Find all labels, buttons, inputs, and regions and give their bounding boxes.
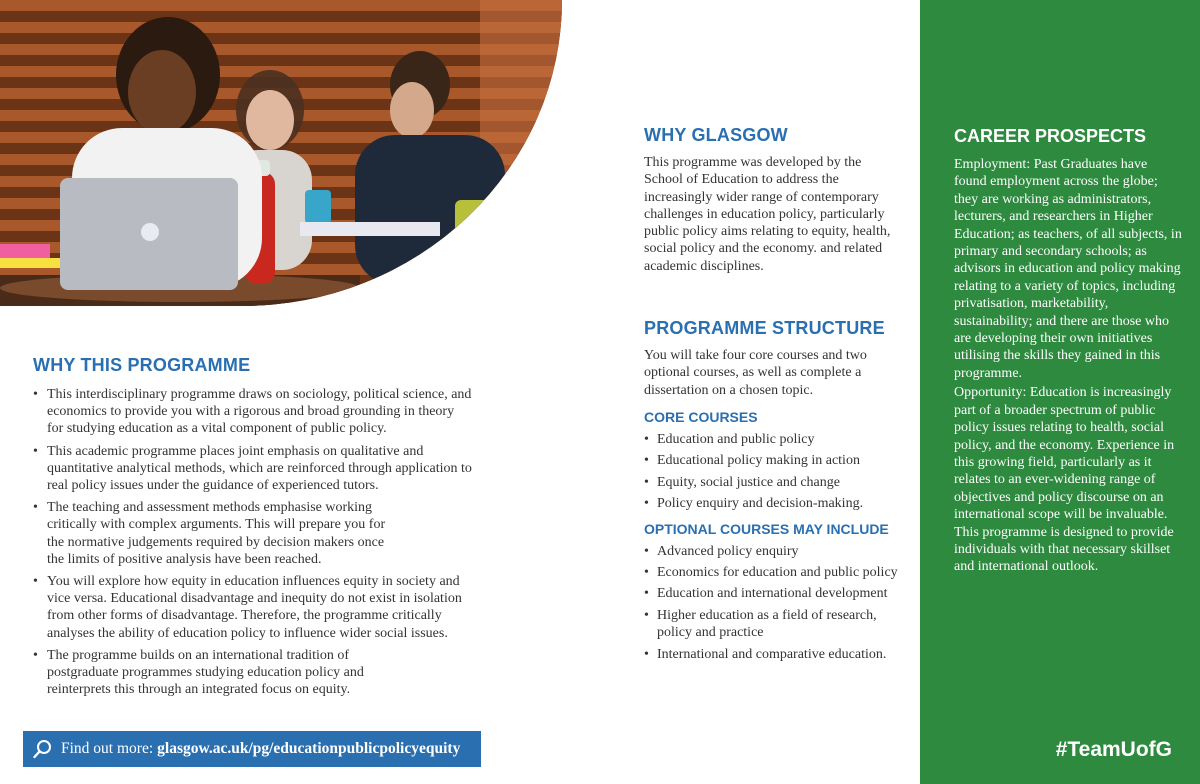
list-item: • Education and public policy (644, 431, 909, 448)
why-programme-heading: WHY THIS PROGRAMME (33, 355, 251, 375)
why-glasgow-heading: WHY GLASGOW (644, 125, 788, 145)
why-programme-list (33, 386, 473, 698)
opportunity-text: Opportunity: Education is increasingly part of a broader spectrum of public policy issues relating to health, social policy, and the economy. Experience in this growing field, particularly as it relates to an ever-widening range of objectives and policy discourse on an international scope will be invaluable. This programme is designed to provide individuals with that necessary skillset and international outlook. (954, 385, 1175, 575)
list-item: • The teaching and assessment methods emphasise working critically with complex arguments. This will prepare you for the normative judgements required by decision makers once the limits of positive analysis have been reached. (33, 499, 473, 568)
find-out-more-bar[interactable] (23, 731, 481, 767)
list-item: • Equity, social justice and change (644, 474, 909, 491)
team-uofg-hashtag: #TeamUofG (1055, 738, 1172, 761)
programme-structure-section (644, 318, 909, 667)
list-item: • International and comparative education. (644, 646, 909, 663)
list-item: • This interdisciplinary programme draws on sociology, political science, and economics to provide you with a rigorous and broad grounding in theory for studying education as a vital component of public policy. (33, 386, 473, 438)
programme-url-link[interactable]: glasgow.ac.uk/pg/educationpublicpolicyequity (157, 740, 461, 757)
optional-courses-heading: OPTIONAL COURSES MAY INCLUDE (644, 520, 889, 537)
core-courses-heading: CORE COURSES (644, 408, 758, 425)
programme-structure-heading: PROGRAMME STRUCTURE (644, 318, 885, 338)
career-prospects-heading: CAREER PROSPECTS (954, 126, 1147, 146)
list-item: • Economics for education and public policy (644, 564, 909, 581)
why-glasgow-section (644, 125, 909, 275)
list-item: • The programme builds on an international tradition of postgraduate programmes studying education policy and reinterprets this through an integrated focus on equity. (33, 647, 473, 699)
list-item: • This academic programme places joint emphasis on qualitative and quantitative analytical methods, which are reinforced through application to real policy issues under the guidance of experienced tutors. (33, 443, 473, 495)
core-courses-list (644, 431, 909, 513)
search-icon (33, 739, 53, 759)
students-photo (0, 0, 562, 306)
employment-text: Employment: Past Graduates have found employment across the globe; they are working as administrators, lecturers, and researchers in Higher Education; as teachers, of all subjects, in primary and secondary schools; as advisors in education and policy making relating to a variety of topics, including privatisation, marketability, sustainability; and there are those who are developing their own initiatives utilising the skills they gained in this programme. (954, 157, 1182, 381)
list-item: • Education and international development (644, 585, 909, 602)
why-programme-section (33, 355, 473, 703)
list-item: • You will explore how equity in education influences equity in society and vice versa. Educational disadvantage and inequity do not exist in isolation from other forms of disadvantage. Therefore, the programme critically analyses the ability of education policy to influence wider social issues. (33, 573, 473, 642)
why-glasgow-text: This programme was developed by the School of Education to address the increasingly wider range of contemporary challenges in education policy, particularly public policy aims relating to equity, health, social policy and the economy. and related academic disciplines. (644, 155, 891, 274)
list-item: • Advanced policy enquiry (644, 543, 909, 560)
programme-structure-text: You will take four core courses and two optional courses, as well as complete a dissertation on a chosen topic. (644, 348, 867, 398)
career-prospects-panel (920, 0, 1200, 784)
list-item: • Higher education as a field of research, policy and practice (644, 607, 909, 642)
find-out-more-label: Find out more: (61, 740, 154, 757)
list-item: • Educational policy making in action (644, 452, 909, 469)
list-item: • Policy enquiry and decision-making. (644, 495, 909, 512)
optional-courses-list (644, 543, 909, 663)
